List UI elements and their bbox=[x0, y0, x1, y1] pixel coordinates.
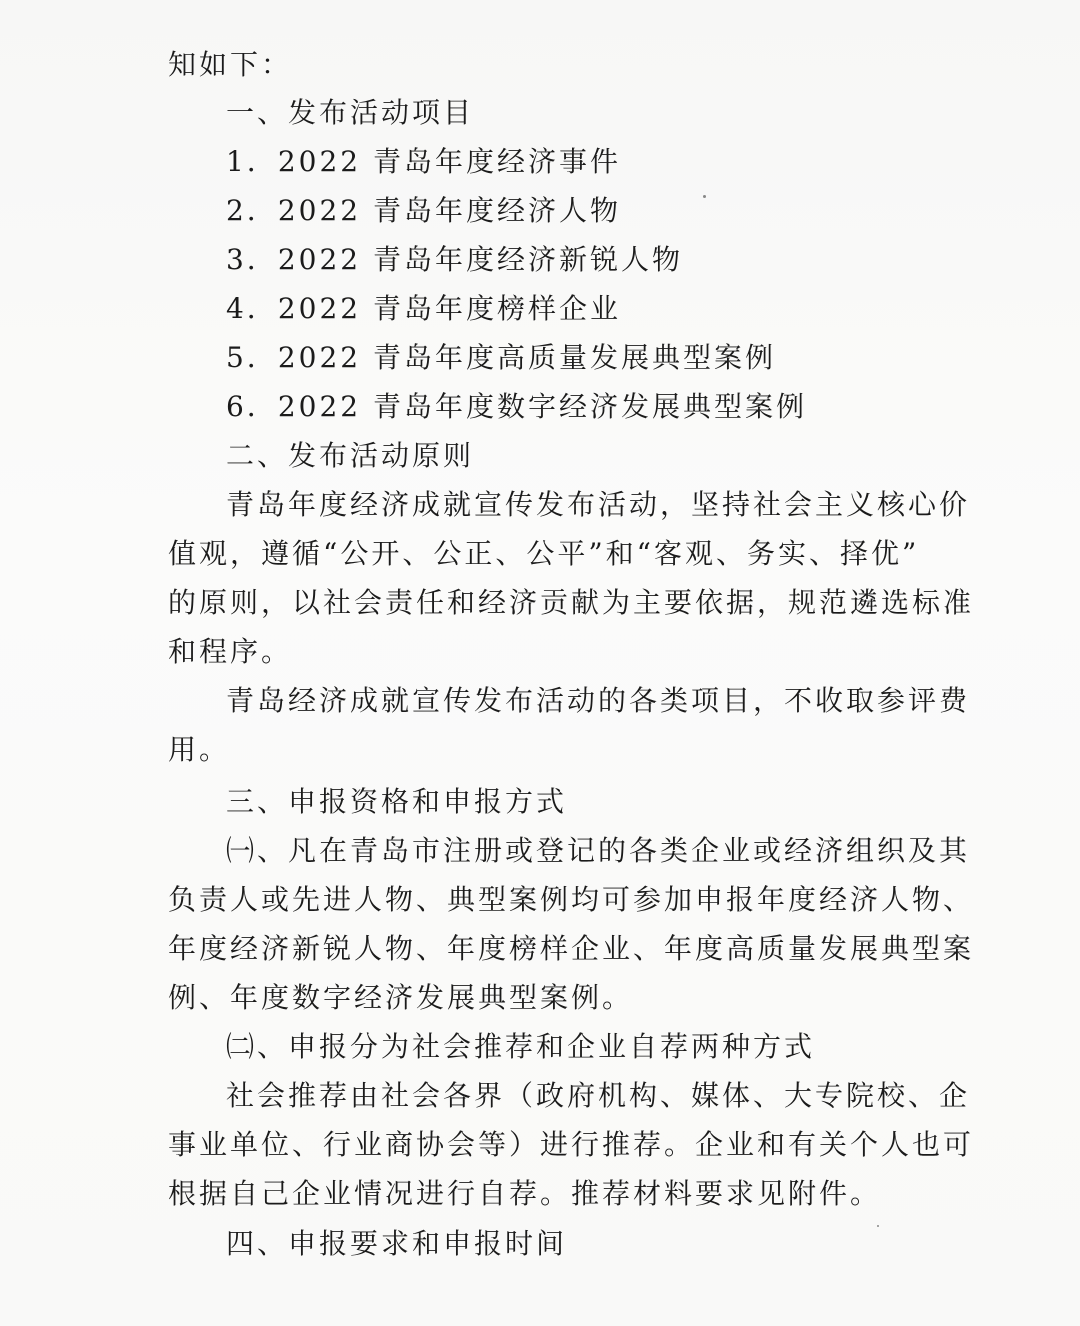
text-line: 青岛年度经济成就宣传发布活动，坚持社会主义核心价 bbox=[226, 488, 971, 521]
scan-speck bbox=[703, 195, 706, 198]
text-line: ㈠、凡在青岛市注册或登记的各类企业或经济组织及其 bbox=[226, 834, 971, 867]
section-heading: 三、申报资格和申报方式 bbox=[226, 785, 568, 818]
scan-speck bbox=[877, 1225, 879, 1227]
section-heading: 二、发布活动原则 bbox=[226, 439, 475, 472]
section-heading: 四、申报要求和申报时间 bbox=[226, 1227, 568, 1260]
text-line: 和程序。 bbox=[168, 635, 293, 668]
text-line: 知如下： bbox=[168, 48, 293, 81]
text-line: 负责人或先进人物、典型案例均可参加申报年度经济人物、 bbox=[168, 883, 975, 916]
text-line: 用。 bbox=[168, 733, 231, 766]
list-item: 5．2022 青岛年度高质量发展典型案例 bbox=[226, 341, 776, 374]
text-line: 社会推荐由社会各界（政府机构、媒体、大专院校、企 bbox=[226, 1079, 971, 1112]
text-line: 的原则，以社会责任和经济贡献为主要依据，规范遴选标准 bbox=[168, 586, 975, 619]
text-line: 根据自己企业情况进行自荐。推荐材料要求见附件。 bbox=[168, 1177, 882, 1210]
text-line: 例、年度数字经济发展典型案例。 bbox=[168, 981, 634, 1014]
list-item: 1．2022 青岛年度经济事件 bbox=[226, 145, 621, 178]
section-heading: 一、发布活动项目 bbox=[226, 96, 475, 129]
list-item: 3．2022 青岛年度经济新锐人物 bbox=[226, 243, 683, 276]
list-item: 6．2022 青岛年度数字经济发展典型案例 bbox=[226, 390, 807, 423]
list-item: 4．2022 青岛年度榜样企业 bbox=[226, 292, 621, 325]
text-line: 青岛经济成就宣传发布活动的各类项目，不收取参评费 bbox=[226, 684, 971, 717]
list-item: 2．2022 青岛年度经济人物 bbox=[226, 194, 621, 227]
text-line: 事业单位、行业商协会等）进行推荐。企业和有关个人也可 bbox=[168, 1128, 975, 1161]
text-line: 年度经济新锐人物、年度榜样企业、年度高质量发展典型案 bbox=[168, 932, 975, 965]
text-line: ㈡、申报分为社会推荐和企业自荐两种方式 bbox=[226, 1030, 816, 1063]
text-line: 值观，遵循“公开、公正、公平”和“客观、务实、择优” bbox=[168, 537, 920, 570]
